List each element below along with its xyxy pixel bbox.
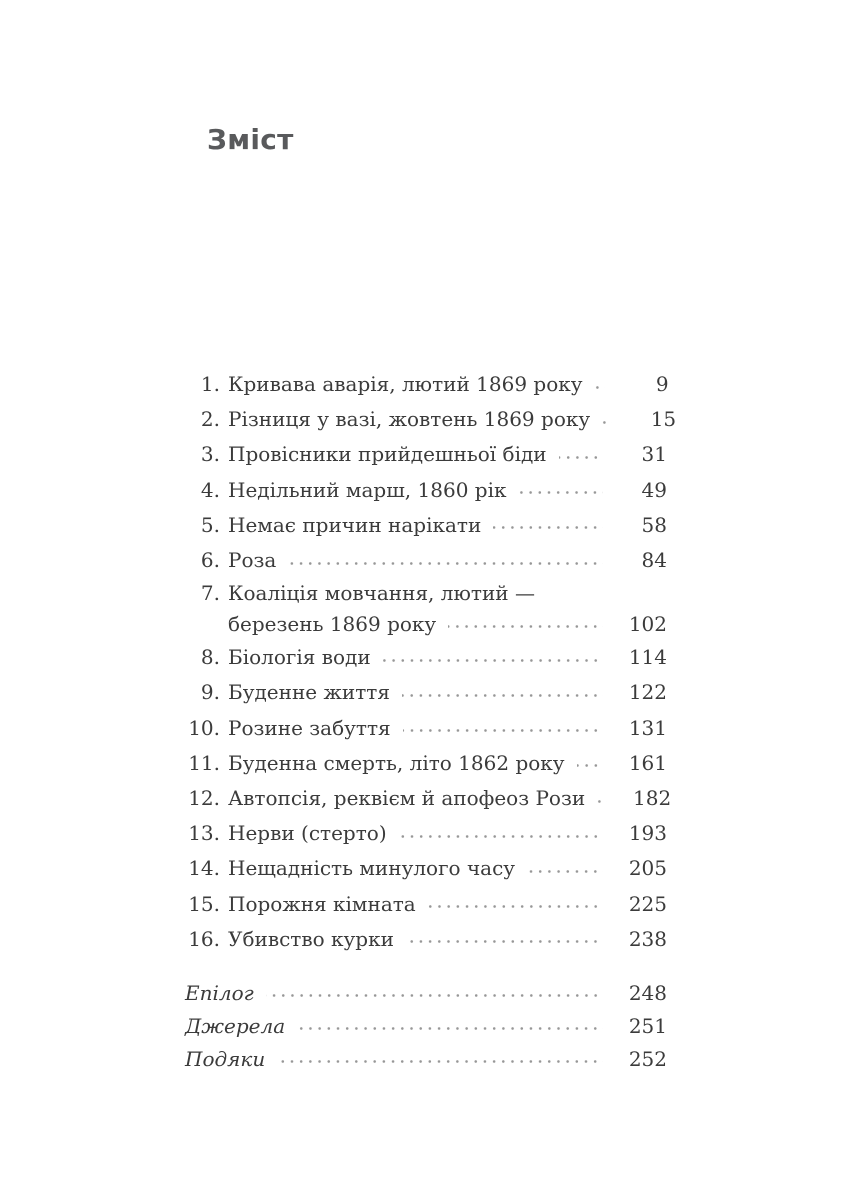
chapter-title: Порожня кімната bbox=[228, 891, 416, 916]
chapter-number: 5. bbox=[200, 512, 220, 537]
chapter-number: 4. bbox=[200, 477, 220, 502]
toc-entry bbox=[183, 640, 667, 675]
dot-leader bbox=[597, 781, 607, 816]
page-number: 58 bbox=[641, 512, 667, 537]
toc-entry bbox=[183, 851, 667, 886]
dot-leader bbox=[493, 508, 603, 543]
page-number: 205 bbox=[628, 856, 667, 881]
dot-leader bbox=[428, 887, 603, 922]
page-number: 131 bbox=[628, 715, 667, 740]
chapter-title: Коаліція мовчання, лютий — bbox=[228, 581, 535, 606]
back-matter-title: Подяки bbox=[185, 1047, 266, 1072]
page-number: 31 bbox=[641, 442, 667, 467]
chapter-title: Біологія води bbox=[228, 645, 371, 670]
page-number: 49 bbox=[641, 477, 667, 502]
chapter-number: 10. bbox=[188, 715, 220, 740]
page-number: 114 bbox=[628, 645, 667, 670]
toc-entry bbox=[183, 675, 667, 710]
page-number: 161 bbox=[628, 750, 667, 775]
dot-leader bbox=[527, 851, 603, 886]
chapter-number-spacer bbox=[183, 609, 228, 640]
chapter-title-continued: березень 1869 року bbox=[228, 612, 437, 637]
toc-entry bbox=[183, 816, 667, 851]
toc-entry bbox=[183, 402, 677, 437]
back-matter-entry bbox=[185, 1010, 667, 1043]
chapter-number: 3. bbox=[200, 442, 220, 467]
page-number: 248 bbox=[628, 981, 667, 1006]
chapter-title: Недільний марш, 1860 рік bbox=[228, 477, 507, 502]
page-number: 102 bbox=[628, 612, 667, 637]
chapter-number: 13. bbox=[188, 821, 220, 846]
chapter-number: 7. bbox=[200, 581, 220, 606]
chapter-title: Буденне життя bbox=[228, 680, 390, 705]
dot-leader bbox=[399, 816, 603, 851]
chapter-title: Автопсія, реквієм й апофеоз Рози bbox=[228, 786, 586, 811]
chapter-title: Розине забуття bbox=[228, 715, 391, 740]
dot-leader bbox=[602, 402, 612, 437]
back-matter-title: Епілог bbox=[185, 981, 254, 1006]
toc-entry bbox=[183, 543, 667, 578]
back-matter-entry bbox=[185, 1043, 667, 1076]
dot-leader bbox=[402, 675, 603, 710]
chapter-number: 16. bbox=[188, 926, 220, 951]
page-title: Зміст bbox=[207, 122, 294, 156]
dot-leader bbox=[403, 711, 603, 746]
chapter-title: Нерви (стерто) bbox=[228, 821, 387, 846]
toc-entry bbox=[183, 508, 667, 543]
toc-entry-line1 bbox=[183, 578, 667, 609]
chapter-title: Немає причин нарікати bbox=[228, 512, 482, 537]
chapter-title: Кривава аварія, лютий 1869 року bbox=[228, 372, 583, 396]
toc-entry bbox=[183, 367, 667, 402]
page-number: 84 bbox=[641, 548, 667, 573]
page-number: 225 bbox=[628, 891, 667, 916]
back-matter-entry bbox=[185, 977, 667, 1010]
dot-leader bbox=[277, 1043, 603, 1076]
chapter-number: 8. bbox=[200, 645, 220, 670]
toc-entry bbox=[183, 922, 667, 957]
chapter-number: 12. bbox=[188, 786, 220, 811]
toc-entry bbox=[183, 437, 667, 472]
chapter-title: Буденна смерть, літо 1862 року bbox=[228, 750, 565, 775]
page-number: 182 bbox=[633, 786, 672, 811]
dot-leader bbox=[297, 1010, 603, 1043]
chapter-list bbox=[183, 367, 677, 957]
page-number: 9 bbox=[655, 372, 669, 396]
chapter-number: 14. bbox=[188, 856, 220, 881]
page-number: 252 bbox=[628, 1047, 667, 1072]
dot-leader bbox=[383, 640, 603, 675]
dot-leader bbox=[595, 367, 605, 402]
chapter-title: Роза bbox=[228, 548, 277, 573]
toc-entry bbox=[183, 473, 667, 508]
dot-leader bbox=[288, 543, 603, 578]
chapter-title: Різниця у вазі, жовтень 1869 року bbox=[228, 407, 591, 432]
toc-entry bbox=[183, 746, 667, 781]
page-number: 122 bbox=[628, 680, 667, 705]
back-matter-title: Джерела bbox=[185, 1014, 286, 1039]
chapter-number: 11. bbox=[188, 750, 220, 775]
chapter-number: 9. bbox=[200, 680, 220, 705]
table-of-contents bbox=[183, 367, 677, 1076]
page-number: 238 bbox=[628, 926, 667, 951]
back-matter-list bbox=[185, 977, 667, 1076]
dot-leader bbox=[577, 746, 603, 781]
toc-entry bbox=[183, 711, 667, 746]
page-number: 193 bbox=[628, 821, 667, 846]
dot-leader bbox=[406, 922, 603, 957]
toc-entry-line2 bbox=[183, 609, 667, 640]
chapter-number: 15. bbox=[188, 891, 220, 916]
toc-entry bbox=[183, 887, 667, 922]
toc-entry bbox=[183, 781, 672, 816]
chapter-title: Нещадність минулого часу bbox=[228, 856, 516, 881]
chapter-title: Убивство курки bbox=[228, 926, 394, 951]
chapter-title: Провісники прийдешньої біди bbox=[228, 442, 547, 467]
chapter-number: 6. bbox=[200, 548, 220, 573]
dot-leader bbox=[448, 609, 603, 640]
chapter-number: 1. bbox=[200, 372, 220, 396]
chapter-number: 2. bbox=[200, 407, 220, 432]
dot-leader bbox=[266, 977, 603, 1010]
dot-leader bbox=[559, 437, 603, 472]
page-number: 251 bbox=[628, 1014, 667, 1039]
page-number: 15 bbox=[650, 407, 677, 432]
dot-leader bbox=[518, 473, 603, 508]
